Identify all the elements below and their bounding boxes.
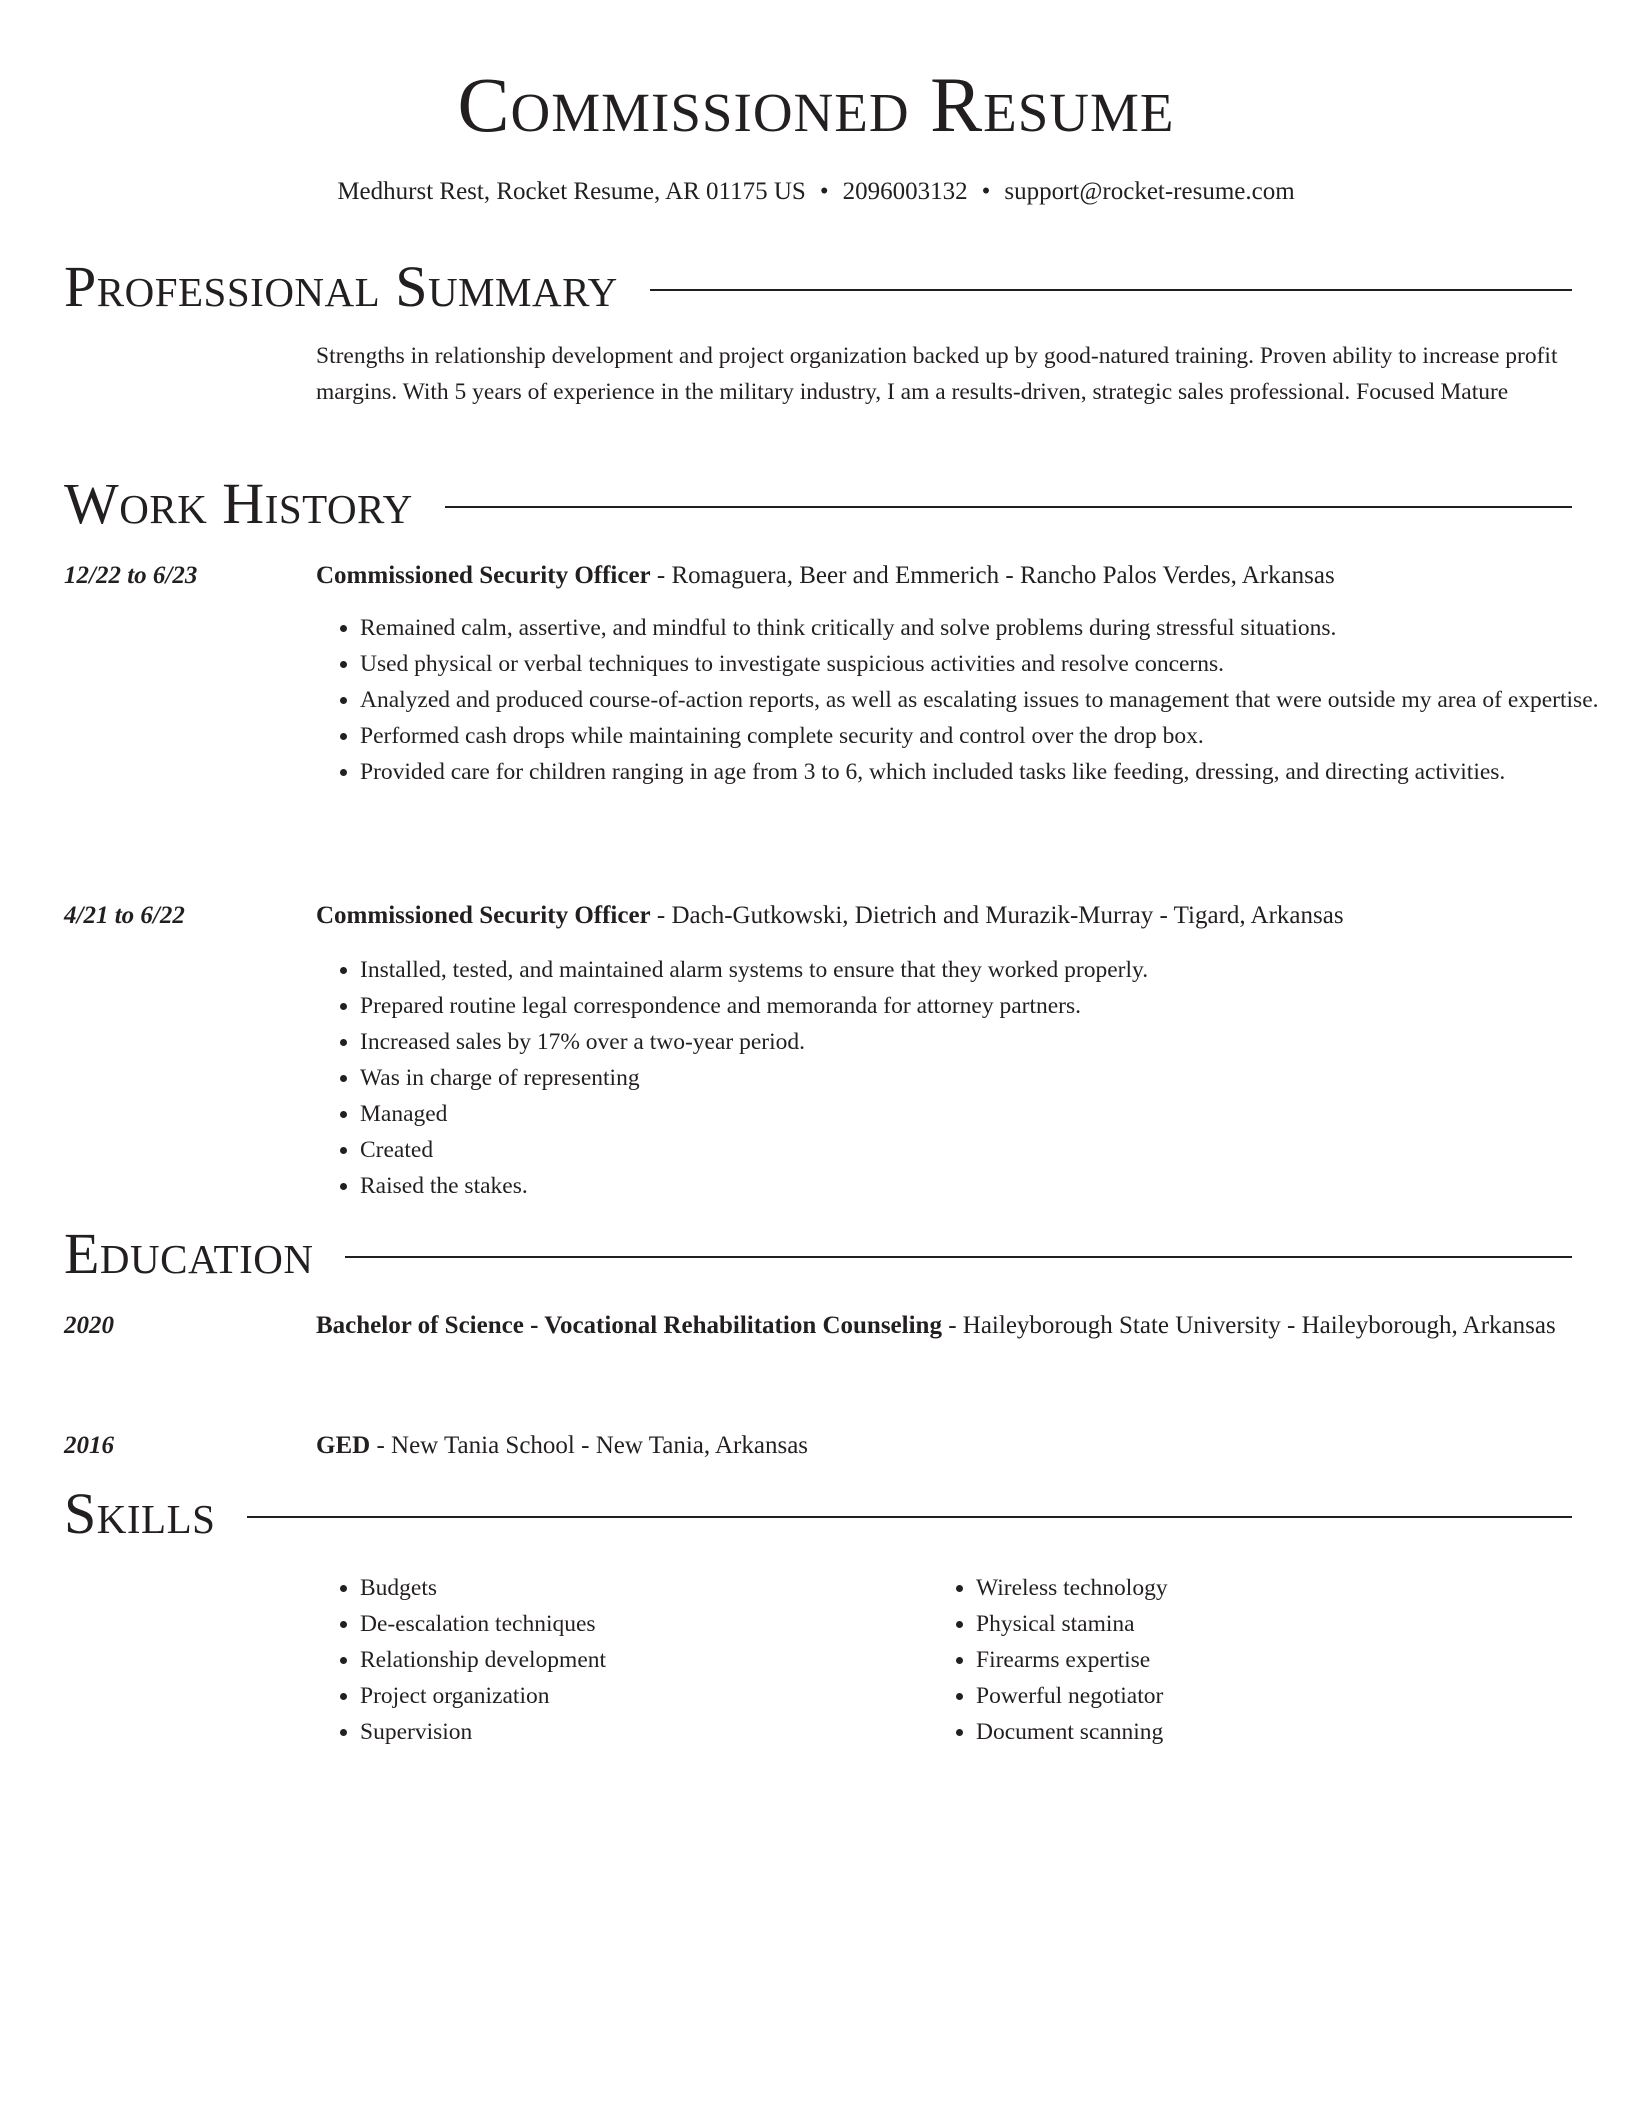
skill-item: • Physical stamina — [976, 1606, 1536, 1642]
skill-item: • Supervision — [360, 1714, 920, 1750]
education-degree: GED — [316, 1432, 371, 1459]
job-bullet: • Managed — [360, 1096, 1600, 1132]
summary-text: Strengths in relationship development and project organization backed up by good-natured training. Proven ability to increase profit margins. With 5 years of experience in the military industry, I am a results-driven, strategic sales professional. Focused Mature — [316, 343, 1558, 405]
section-title-skills: Skills — [64, 1481, 216, 1546]
section-divider — [445, 506, 1572, 508]
contact-separator: • — [819, 178, 829, 205]
contact-phone: 2096003132 — [842, 178, 968, 205]
contact-separator: • — [981, 178, 991, 205]
job-bullet: • Raised the stakes. — [360, 1168, 1600, 1204]
job-bullet: • Prepared routine legal correspondence and memoranda for attorney partners. — [360, 988, 1600, 1024]
job-title: Commissioned Security Officer — [316, 562, 651, 589]
job-heading — [316, 896, 1574, 936]
section-header-work — [64, 472, 1572, 536]
job-dates: 4/21 to 6/22 — [64, 902, 185, 929]
section-header-education — [64, 1222, 1572, 1286]
job-heading — [316, 556, 1574, 596]
skill-item: • Relationship development — [360, 1642, 920, 1678]
education-year: 2020 — [64, 1312, 114, 1339]
section-title-work: Work History — [64, 471, 413, 536]
job-bullet: • Remained calm, assertive, and mindful to think critically and solve problems during stressful situations. — [360, 610, 1600, 646]
section-header-skills — [64, 1482, 1572, 1546]
education-details: - Haileyborough State University - Haileyborough, Arkansas — [941, 1312, 1556, 1339]
section-divider — [650, 289, 1572, 291]
job-title: Commissioned Security Officer — [316, 902, 651, 929]
job-details: - Dach-Gutkowski, Dietrich and Murazik-Murray - Tigard, Arkansas — [650, 902, 1344, 929]
job-bullets — [316, 952, 1600, 1204]
job-details: - Romaguera, Beer and Emmerich - Rancho Palos Verdes, Arkansas — [650, 562, 1335, 589]
skill-item: • De-escalation techniques — [360, 1606, 920, 1642]
resume-title: Commissioned Resume — [457, 61, 1175, 148]
skill-item: • Document scanning — [976, 1714, 1536, 1750]
job-dates: 12/22 to 6/23 — [64, 562, 198, 589]
skill-item: • Project organization — [360, 1678, 920, 1714]
section-title-education: Education — [64, 1221, 314, 1286]
contact-line — [0, 176, 1632, 208]
skills-list-right — [932, 1570, 1536, 1750]
job-bullet: • Installed, tested, and maintained alarm systems to ensure that they worked properly. — [360, 952, 1600, 988]
skill-item: • Wireless technology — [976, 1570, 1536, 1606]
education-details: - New Tania School - New Tania, Arkansas — [370, 1432, 809, 1459]
education-heading — [316, 1306, 1574, 1346]
skills-list-left — [316, 1570, 920, 1750]
job-bullets — [316, 610, 1600, 790]
job-bullet: • Was in charge of representing — [360, 1060, 1600, 1096]
job-bullet: • Provided care for children ranging in age from 3 to 6, which included tasks like feeding, dressing, and directing activities. — [360, 754, 1600, 790]
education-year: 2016 — [64, 1432, 114, 1459]
job-bullet: • Created — [360, 1132, 1600, 1168]
skill-item: • Budgets — [360, 1570, 920, 1606]
section-header-summary — [64, 255, 1572, 319]
job-bullet: • Increased sales by 17% over a two-year period. — [360, 1024, 1600, 1060]
education-heading — [316, 1426, 1574, 1466]
section-divider — [345, 1256, 1572, 1258]
job-bullet: • Used physical or verbal techniques to investigate suspicious activities and resolve concerns. — [360, 646, 1600, 682]
contact-email: support@rocket-resume.com — [1004, 178, 1295, 205]
section-divider — [247, 1516, 1572, 1518]
section-title-summary: Professional Summary — [64, 254, 618, 319]
skill-item: • Powerful negotiator — [976, 1678, 1536, 1714]
education-degree: Bachelor of Science - Vocational Rehabilitation Counseling — [316, 1312, 942, 1339]
job-bullet: • Performed cash drops while maintaining complete security and control over the drop box. — [360, 718, 1600, 754]
skill-item: • Firearms expertise — [976, 1642, 1536, 1678]
job-bullet: • Analyzed and produced course-of-action reports, as well as escalating issues to management that were outside my area of expertise. — [360, 682, 1600, 718]
contact-address: Medhurst Rest, Rocket Resume, AR 01175 US — [337, 178, 806, 205]
